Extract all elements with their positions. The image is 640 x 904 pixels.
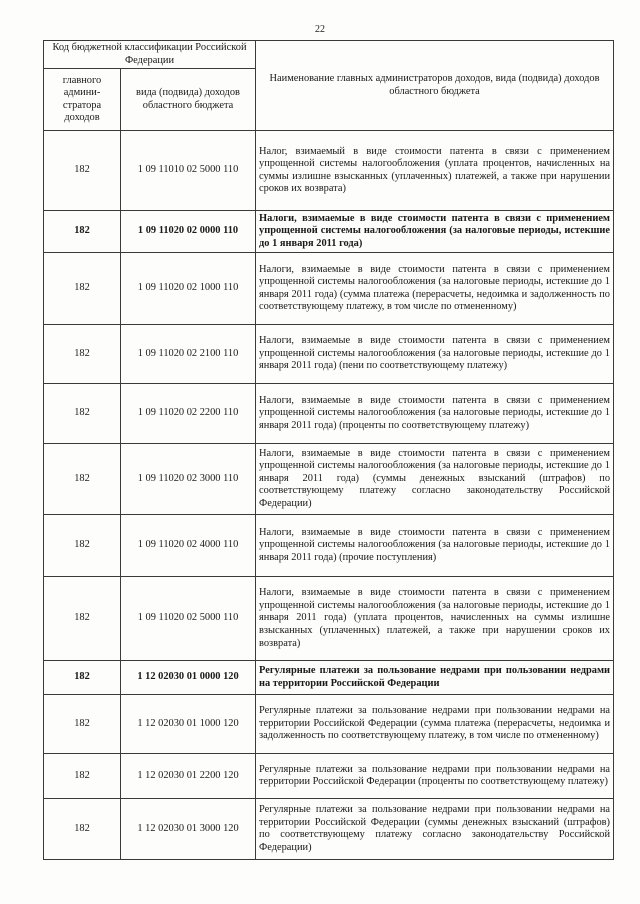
code-cell: 1 09 11020 02 2100 110 bbox=[121, 325, 256, 384]
table-row bbox=[44, 661, 614, 695]
name-cell: Налоги, взимаемые в виде стоимости патента в связи с применением упрощенной системы налогообложения (за налоговые периоды, истекшие до 1 января 2011 года) (уплата процентов, начисленных на суммы излишне взысканных (уплаченных) платежей, а также при нарушении сроков их возврата) bbox=[256, 577, 614, 661]
code-cell: 1 12 02030 01 0000 120 bbox=[121, 661, 256, 695]
admin-cell: 182 bbox=[44, 754, 121, 799]
admin-cell: 182 bbox=[44, 131, 121, 211]
header-row-top bbox=[44, 41, 614, 69]
table-row bbox=[44, 384, 614, 444]
admin-cell: 182 bbox=[44, 325, 121, 384]
name-cell: Налоги, взимаемые в виде стоимости патента в связи с применением упрощенной системы налогообложения (за налоговые периоды, истекшие до 1 января 2011 года) (проценты по соответствующему платежу) bbox=[256, 384, 614, 444]
table-body bbox=[44, 41, 614, 860]
name-cell: Регулярные платежи за пользование недрами при пользовании недрами на территории Российской Федерации (сумма платежа (перерасчеты, недоимка и задолженность по соответствующему платежу, в том числе по отмененному) bbox=[256, 695, 614, 754]
name-cell: Регулярные платежи за пользование недрами при пользовании недрами на территории Российской Федерации (проценты по соответствующему платежу) bbox=[256, 754, 614, 799]
name-cell: Налоги, взимаемые в виде стоимости патента в связи с применением упрощенной системы налогообложения (за налоговые периоды, истекшие до 1 января 2011 года) bbox=[256, 211, 614, 253]
header-type-col: вида (подвида) доходов областного бюджета bbox=[121, 69, 256, 131]
admin-cell: 182 bbox=[44, 253, 121, 325]
header-admin-col: главного админи-стратора доходов bbox=[44, 69, 121, 131]
code-cell: 1 09 11020 02 1000 110 bbox=[121, 253, 256, 325]
name-cell: Регулярные платежи за пользование недрами при пользовании недрами на территории Российской Федерации (суммы денежных взысканий (штрафов) по соответствующему платежу согласно законодательству Российской Федерации) bbox=[256, 799, 614, 860]
table-row bbox=[44, 515, 614, 577]
table-row bbox=[44, 799, 614, 860]
code-cell: 1 12 02030 01 2200 120 bbox=[121, 754, 256, 799]
table-row bbox=[44, 695, 614, 754]
code-cell: 1 12 02030 01 3000 120 bbox=[121, 799, 256, 860]
name-cell: Налоги, взимаемые в виде стоимости патента в связи с применением упрощенной системы налогообложения (за налоговые периоды, истекшие до 1 января 2011 года) (суммы денежных взысканий (штрафов) по соответствующему платежу согласно законодательству Российской Федерации) bbox=[256, 444, 614, 515]
admin-cell: 182 bbox=[44, 799, 121, 860]
header-name-col: Наименование главных администраторов доходов, вида (подвида) доходов областного бюджета bbox=[256, 41, 614, 131]
code-cell: 1 09 11020 02 3000 110 bbox=[121, 444, 256, 515]
page-number: 22 bbox=[315, 24, 325, 35]
admin-cell: 182 bbox=[44, 515, 121, 577]
code-cell: 1 09 11020 02 4000 110 bbox=[121, 515, 256, 577]
table-row bbox=[44, 131, 614, 211]
header-code-group: Код бюджетной классификации Российской Федерации bbox=[44, 41, 256, 69]
table-row bbox=[44, 211, 614, 253]
name-cell: Налоги, взимаемые в виде стоимости патента в связи с применением упрощенной системы налогообложения (за налоговые периоды, истекшие до 1 января 2011 года) (сумма платежа (перерасчеты, недоимка и задолженность по соответствующему платежу, в том числе по отмененному) bbox=[256, 253, 614, 325]
code-cell: 1 09 11010 02 5000 110 bbox=[121, 131, 256, 211]
admin-cell: 182 bbox=[44, 661, 121, 695]
code-cell: 1 12 02030 01 1000 120 bbox=[121, 695, 256, 754]
name-cell: Налоги, взимаемые в виде стоимости патента в связи с применением упрощенной системы налогообложения (за налоговые периоды, истекшие до 1 января 2011 года) (прочие поступления) bbox=[256, 515, 614, 577]
admin-cell: 182 bbox=[44, 384, 121, 444]
code-cell: 1 09 11020 02 2200 110 bbox=[121, 384, 256, 444]
table-row bbox=[44, 754, 614, 799]
code-cell: 1 09 11020 02 0000 110 bbox=[121, 211, 256, 253]
admin-cell: 182 bbox=[44, 211, 121, 253]
name-cell: Налоги, взимаемые в виде стоимости патента в связи с применением упрощенной системы налогообложения (за налоговые периоды, истекшие до 1 января 2011 года) (пени по соответствующему платежу) bbox=[256, 325, 614, 384]
name-cell: Налог, взимаемый в виде стоимости патента в связи с применением упрощенной системы налогообложения (уплата процентов, начисленных на суммы излишне взысканных (уплаченных) платежей, а также при нарушении сроков их возврата) bbox=[256, 131, 614, 211]
budget-classification-table bbox=[43, 40, 614, 860]
name-cell: Регулярные платежи за пользование недрами при пользовании недрами на территории Российской Федерации bbox=[256, 661, 614, 695]
table-row bbox=[44, 253, 614, 325]
admin-cell: 182 bbox=[44, 695, 121, 754]
admin-cell: 182 bbox=[44, 577, 121, 661]
table-row bbox=[44, 577, 614, 661]
table-row bbox=[44, 325, 614, 384]
table-row bbox=[44, 444, 614, 515]
code-cell: 1 09 11020 02 5000 110 bbox=[121, 577, 256, 661]
admin-cell: 182 bbox=[44, 444, 121, 515]
